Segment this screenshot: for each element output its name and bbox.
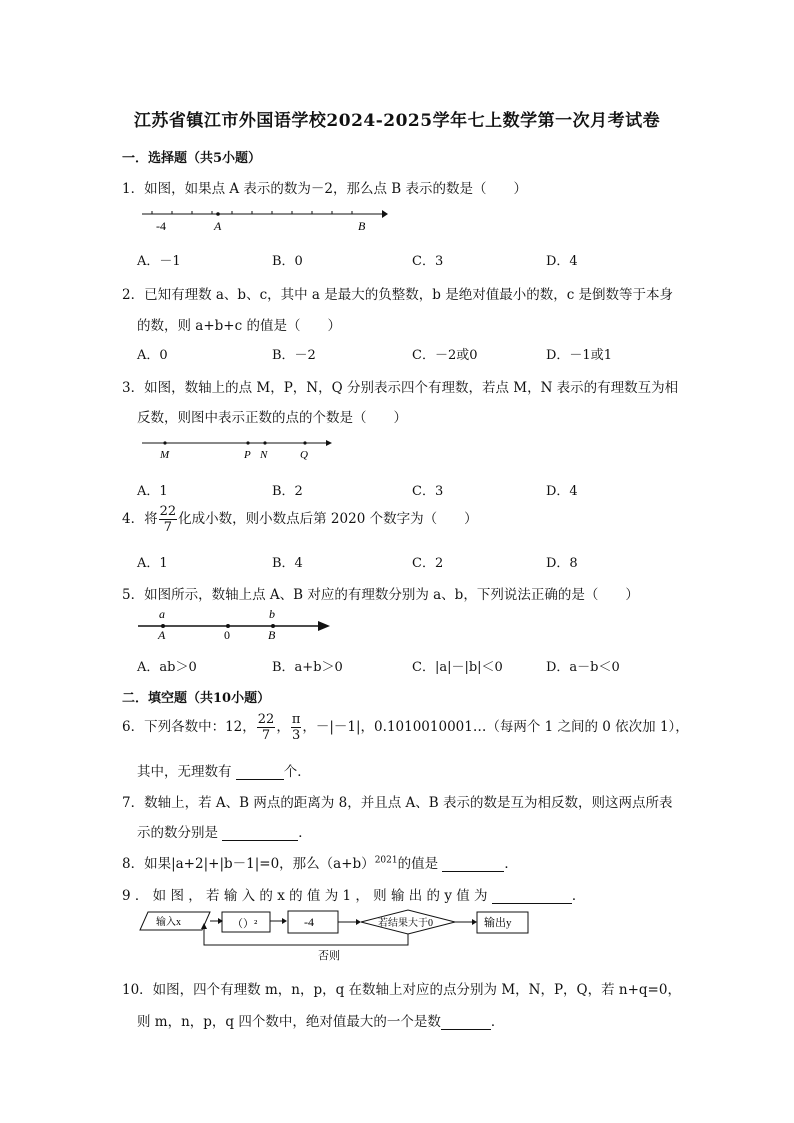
flow-input-label: 输入x (156, 917, 181, 928)
q6-fraction-2 (291, 713, 302, 742)
q6-prefix: 6．下列各数中：12， (122, 719, 256, 735)
question-2-line1: 2．已知有理数 a、b、c，其中 a 是最大的负整数，b 是绝对值最小的数，c 是倒数等于本身 (122, 287, 674, 303)
q6-sep: ， (276, 719, 290, 735)
q6-answer-blank[interactable] (236, 767, 284, 780)
q4-fraction (159, 505, 178, 534)
axis-arrow (326, 440, 332, 446)
q10-line2-text: 则 m，n，p，q 四个数中，绝对值最大的一个是数 (137, 1014, 441, 1030)
question-6-line2 (137, 760, 311, 780)
q2-option-b: B．－2 (272, 348, 316, 363)
flow-square-label: （）² (232, 918, 258, 930)
question-1-text: 1．如图，如果点 A 表示的数为－2，那么点 B 表示的数是（ ） (122, 181, 528, 197)
question-8-text (122, 852, 518, 872)
q6-frac2-num: π (291, 712, 301, 727)
section-heading-choice: 一．选择题（共5小题） (122, 151, 262, 166)
question-9-flowchart (138, 909, 538, 967)
label-a-lower: a (159, 607, 165, 621)
q2-option-a: A．0 (137, 348, 168, 363)
label-m: M (160, 449, 170, 461)
q4-suffix: 化成小数，则小数点后第 2020 个数字为（ ） (178, 511, 478, 527)
question-5-text: 5．如图所示，数轴上点 A、B 对应的有理数分别为 a、b，下列说法正确的是（ ） (122, 587, 639, 603)
point-p (246, 441, 249, 444)
question-3-number-line (138, 434, 338, 464)
point-a (216, 212, 220, 216)
q7-answer-blank[interactable] (222, 828, 298, 841)
q4-frac-den: 7 (163, 520, 172, 535)
q1-option-c: C．3 (412, 254, 444, 269)
q10-answer-blank[interactable] (441, 1017, 491, 1030)
flow-else-label: 否则 (318, 950, 340, 962)
q6-suffix: ，－|－1|，0.1010010001…（每两个 1 之间的 0 依次加 1）， (302, 719, 689, 735)
q8-prefix: 8．如果|a+2|+|b－1|=0，那么（a+b） (122, 856, 375, 872)
q4-option-c: C．2 (412, 556, 444, 571)
question-6-line1 (122, 712, 689, 742)
q8-suffix: 的值是 (397, 856, 439, 872)
q6-line2-end: 个． (283, 764, 311, 780)
q4-frac-num: 22 (159, 504, 177, 519)
label-q: Q (300, 449, 308, 461)
axis-arrow (382, 210, 388, 218)
page-title: 江苏省镇江市外国语学校2024-2025学年七上数学第一次月考试卷 (133, 111, 661, 131)
q5-option-a: A．ab＞0 (137, 660, 197, 675)
q3-option-c: C．3 (412, 484, 444, 499)
flow-decision-label: 若结果大于0 (378, 918, 433, 929)
q1-option-b: B．0 (272, 254, 303, 269)
q5-option-d: D．a－b＜0 (546, 660, 620, 675)
question-5-number-line (136, 606, 336, 646)
question-7-line1: 7．数轴上，若 A、B 两点的距离为 8，并且点 A、B 表示的数是互为相反数，则这两点所表 (122, 795, 673, 811)
q1-option-a: A．－1 (137, 254, 181, 269)
q1-option-d: D．4 (546, 254, 578, 269)
flow-minus-label: -4 (304, 915, 314, 929)
q9-end: ． (571, 888, 586, 904)
q3-option-b: B．2 (272, 484, 303, 499)
q7-line2-text: 示的数分别是 (137, 825, 218, 841)
question-3-line2: 反数，则图中表示正数的点的个数是（ ） (137, 410, 407, 426)
q8-end: ． (504, 856, 518, 872)
q6-frac1-num: 22 (257, 712, 275, 727)
question-4-text (122, 505, 478, 534)
q2-option-d: D．－1或1 (546, 348, 612, 363)
q4-option-b: B．4 (272, 556, 303, 571)
label-b-lower: b (269, 607, 275, 621)
q4-prefix: 4．将 (122, 511, 158, 527)
q5-option-c: C．|a|－|b|＜0 (412, 660, 503, 675)
label-b-upper: B (268, 628, 276, 642)
q6-frac1-den: 7 (261, 728, 271, 743)
q4-option-a: A．1 (137, 556, 168, 571)
question-10-line2 (137, 1010, 504, 1030)
label-n: N (260, 449, 268, 461)
q3-option-d: D．4 (546, 484, 578, 499)
question-9-text (122, 884, 585, 904)
q8-exponent: 2021 (374, 855, 398, 866)
q4-option-d: D．8 (546, 556, 578, 571)
label-p: P (244, 449, 251, 461)
q8-answer-blank[interactable] (442, 859, 504, 872)
q2-option-c: C．－2或0 (412, 348, 478, 363)
q9-answer-blank[interactable] (492, 891, 572, 904)
question-2-line2: 的数，则 a+b+c 的值是（ ） (137, 318, 341, 334)
label-a: A (214, 219, 222, 233)
axis-arrow (318, 621, 330, 631)
q3-option-a: A．1 (137, 484, 168, 499)
q6-line2-text: 其中，无理数有 (137, 764, 232, 780)
question-7-line2 (137, 821, 312, 841)
q9-text: 9 ． 如 图 ， 若 输 入 的 x 的 值 为 1 ， 则 输 出 的 y 值 为 (122, 888, 488, 904)
point-n (263, 441, 266, 444)
q7-end: ． (298, 825, 312, 841)
point-m (163, 441, 166, 444)
question-10-line1: 10．如图，四个有理数 m，n，p，q 在数轴上对应的点分别为 M，N，P，Q，若 n+q=0， (122, 982, 681, 998)
question-1-number-line (138, 204, 390, 234)
q6-fraction-1 (257, 713, 276, 742)
q10-end: ． (490, 1014, 505, 1030)
q5-option-b: B．a+b＞0 (272, 660, 343, 675)
q6-frac2-den: 3 (291, 728, 301, 743)
point-q (303, 441, 306, 444)
label-a-upper: A (158, 628, 166, 642)
label-minus4: -4 (156, 219, 166, 233)
label-zero: 0 (224, 628, 230, 642)
question-3-line1: 3．如图，数轴上的点 M，P，N，Q 分别表示四个有理数，若点 M，N 表示的有理数互为相 (122, 380, 679, 396)
flow-output-label: 输出y (484, 917, 512, 929)
label-b: B (358, 219, 366, 233)
section-heading-fill: 二．填空题（共10小题） (122, 691, 271, 706)
